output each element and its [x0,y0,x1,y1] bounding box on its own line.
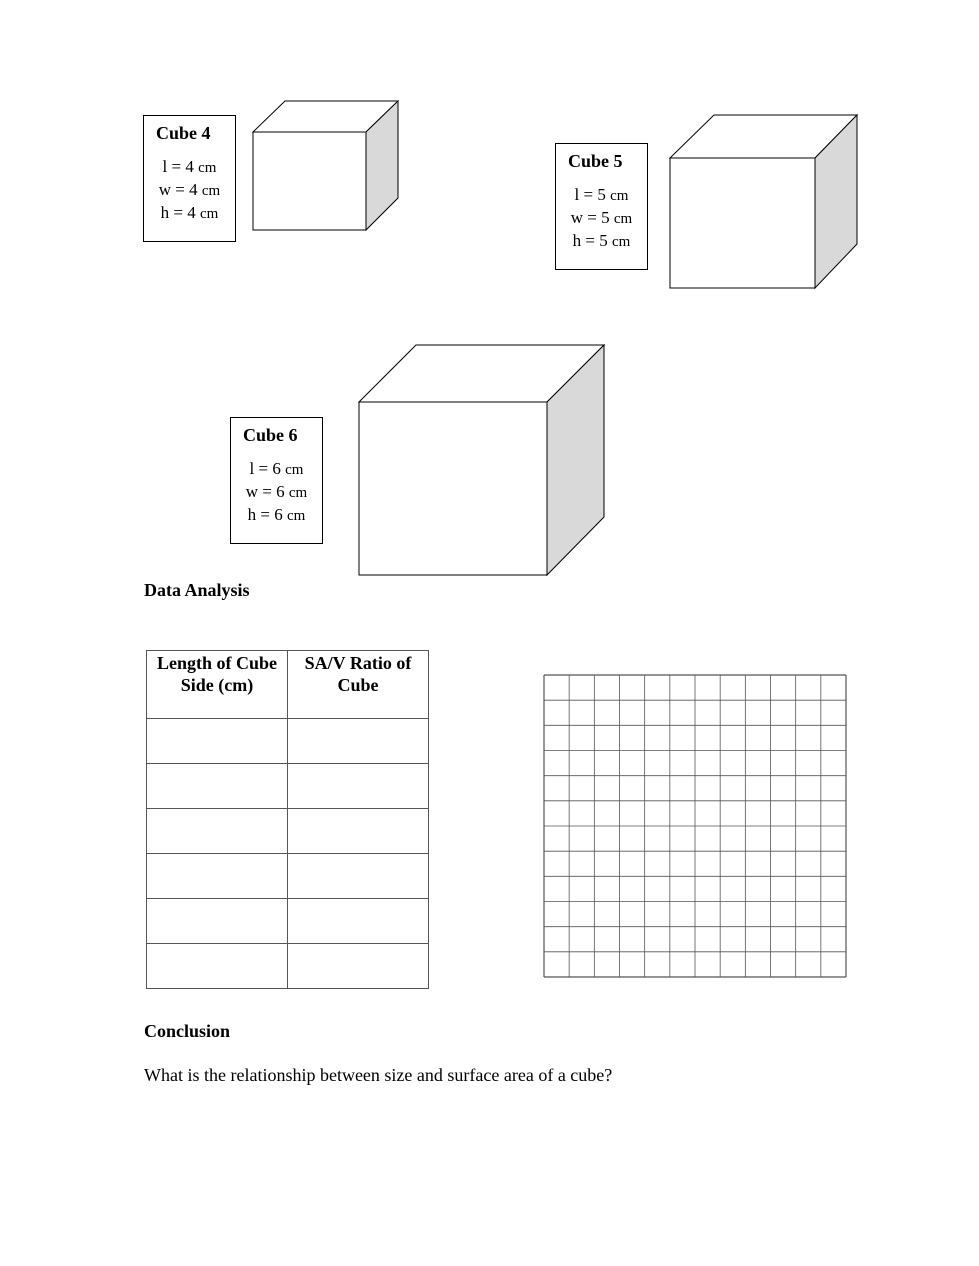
table-cell[interactable] [147,854,288,899]
cube-6-height: h = 6 [247,505,283,524]
table-cell[interactable] [288,854,429,899]
cube-4-length: l = 4 [162,157,194,176]
graph-grid[interactable] [543,674,847,978]
data-table [146,650,429,989]
cube-4-label: Cube 4 l = 4 cm w = 4 cm h = 4 cm [143,115,236,242]
table-cell[interactable] [147,719,288,764]
table-cell[interactable] [288,809,429,854]
cube-6-length: l = 6 [249,459,281,478]
table-row [147,899,429,944]
column-header-ratio: SA/V Ratio of Cube [288,651,429,719]
table-row [147,944,429,989]
table-cell[interactable] [288,899,429,944]
cube-4-title: Cube 4 [156,123,211,143]
cube-5-title: Cube 5 [568,151,623,171]
table-cell[interactable] [288,764,429,809]
cube-4-drawing [252,100,400,232]
conclusion-heading: Conclusion [144,1021,231,1041]
cube-4-height: h = 4 [160,203,196,222]
table-cell[interactable] [147,809,288,854]
table-cell[interactable] [288,944,429,989]
cube-6-drawing [358,344,606,577]
table-row [147,764,429,809]
cube-6-label: Cube 6 l = 6 cm w = 6 cm h = 6 cm [230,417,323,544]
cube-5-label: Cube 5 l = 5 cm w = 5 cm h = 5 cm [555,143,648,270]
cube-6-width: w = 6 [245,482,285,501]
cube-6-title: Cube 6 [243,425,298,445]
column-header-length: Length of Cube Side (cm) [147,651,288,719]
table-cell[interactable] [288,719,429,764]
table-row [147,854,429,899]
table-cell[interactable] [147,899,288,944]
data-analysis-heading: Data Analysis [144,580,250,600]
cube-5-height: h = 5 [572,231,608,250]
table-row [147,719,429,764]
cube-5-length: l = 5 [574,185,606,204]
cube-5-width: w = 5 [570,208,610,227]
cube-4-width: w = 4 [158,180,198,199]
cube-5-drawing [669,114,859,290]
conclusion-question: What is the relationship between size and surface area of a cube? [144,1065,613,1085]
table-row [147,809,429,854]
table-cell[interactable] [147,764,288,809]
table-cell[interactable] [147,944,288,989]
